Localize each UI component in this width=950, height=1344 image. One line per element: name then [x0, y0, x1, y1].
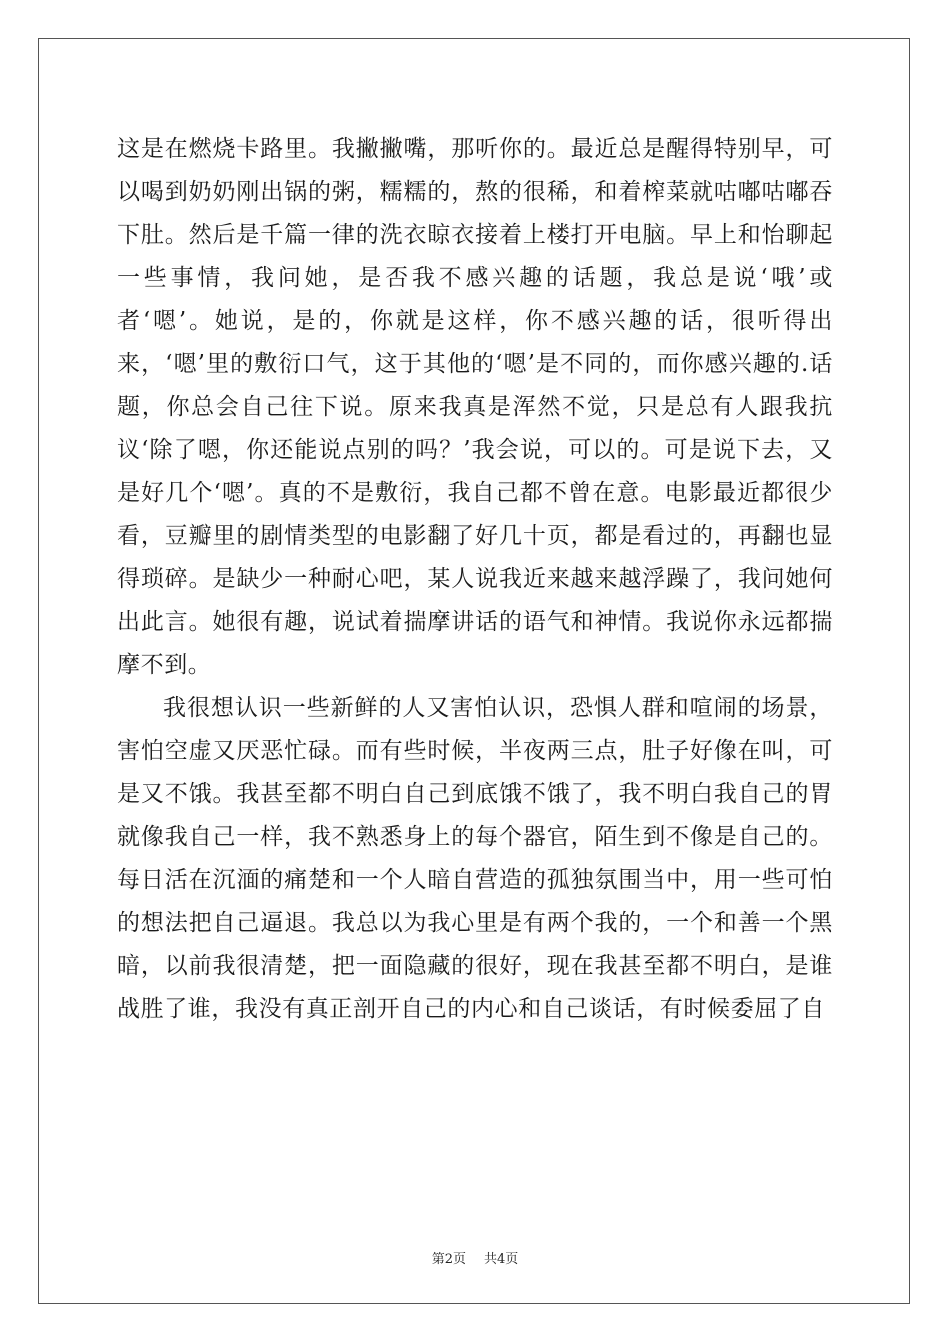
- paragraph: 我很想认识一些新鲜的人又害怕认识，恐惧人群和喧闹的场景，害怕空虚又厌恶忙碌。而有些时候，半夜两三点，肚子好像在叫，可是又不饿。我甚至都不明白自己到底饿不饿了，我不明白我自己的胃就像我自己一样，我不熟悉身上的每个器官，陌生到不像是自己的。每日活在沉湎的痛楚和一个人暗自营造的孤独氛围当中，用一些可怕的想法把自己逼退。我总以为我心里是有两个我的，一个和善一个黑暗，以前我很清楚，把一面隐藏的很好，现在我甚至都不明白，是谁战胜了谁，我没有真正剖开自己的内心和自己谈话，有时候委屈了自: [117, 695, 833, 1022]
- page-footer: [0, 1248, 950, 1267]
- page-number: 第2页: [431, 1252, 466, 1267]
- document-body: [117, 128, 833, 1031]
- page-total: 共4页: [484, 1252, 519, 1267]
- paragraph-continued: 这是在燃烧卡路里。我撇撇嘴，那听你的。最近总是醒得特别早，可以喝到奶奶刚出锅的粥，糯糯的，熬的很稀，和着榨菜就咕嘟咕嘟吞下肚。然后是千篇一律的洗衣晾衣接着上楼打开电脑。早上和怡聊起一些事情，我问她，是否我不感兴趣的话题，我总是说‘哦’或者‘嗯’。她说，是的，你就是这样，你不感兴趣的话，很听得出来，‘嗯’里的敷衍口气，这于其他的‘嗯’是不同的，而你感兴趣的.话题，你总会自己往下说。原来我真是浑然不觉，只是总有人跟我抗议‘除了嗯，你还能说点别的吗？’我会说，可以的。可是说下去，又是好几个‘嗯’。真的不是敷衍，我自己都不曾在意。电影最近都很少看，豆瓣里的剧情类型的电影翻了好几十页，都是看过的，再翻也显得琐碎。是缺少一种耐心吧，某人说我近来越来越浮躁了，我问她何出此言。她很有趣，说试着揣摩讲话的语气和神情。我说你永远都揣摩不到。: [117, 136, 833, 678]
